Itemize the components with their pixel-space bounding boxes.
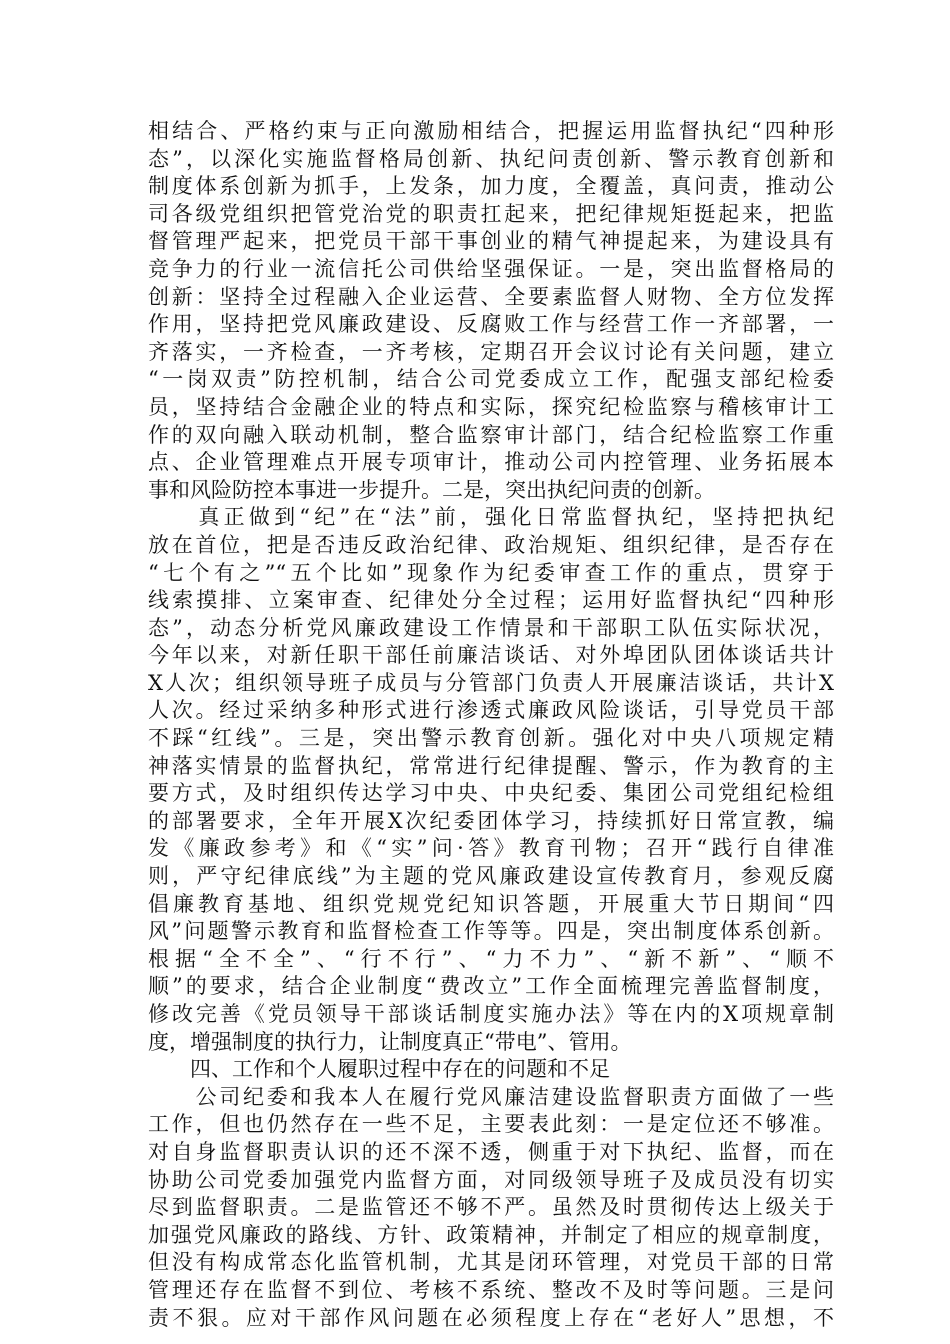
text-line: 相结合、严格约束与正向激励相结合，把握运用监督执纪“四种形 — [148, 119, 834, 143]
text-line: 真正做到“纪”在“法”前，强化日常监督执纪，坚持把执纪 — [148, 505, 834, 530]
text-line: 则，严守纪律底线”为主题的党风廉政建设宣传教育月，参观反腐 — [148, 864, 834, 889]
text-line: 对自身监督职责认识的还不深不透，侧重于对下执纪、监督，而在 — [148, 1139, 834, 1164]
text-line: “一岗双责”防控机制，结合公司党委成立工作，配强支部纪检委 — [148, 367, 834, 392]
text-line: 根据“全不全”、“行不行”、“力不力”、“新不新”、“顺不 — [148, 946, 834, 971]
text-line: 管理还存在监督不到位、考核不系统、整改不及时等问题。三是问 — [148, 1277, 834, 1302]
text-line: 督管理严起来，把党员干部干事创业的精气神提起来，为建设具有 — [148, 229, 834, 254]
text-line: 不踩“红线”。三是，突出警示教育创新。强化对中央八项规定精 — [148, 726, 834, 751]
body-text — [148, 118, 834, 1332]
text-line: 顺”的要求，结合企业制度“费改立”工作全面梳理完善监督制度， — [148, 974, 834, 999]
text-line: 创新：坚持全过程融入企业运营、全要素监督人财物、全方位发挥 — [148, 284, 834, 309]
text-line: 公司纪委和我本人在履行党风廉洁建设监督职责方面做了一些 — [148, 1084, 834, 1109]
text-line: 人次。经过采纳多种形式进行渗透式廉政风险谈话，引导党员干部 — [148, 698, 834, 723]
text-line: 制度体系创新为抓手，上发条，加力度，全覆盖，真问责，推动公 — [148, 174, 834, 199]
text-line: 神落实情景的监督执纪，常常进行纪律提醒、警示，作为教育的主 — [148, 753, 834, 778]
text-line: 作用，坚持把党风廉政建设、反腐败工作与经营工作一齐部署，一 — [148, 312, 834, 337]
text-line: 的部署要求，全年开展X次纪委团体学习，持续抓好日常宣教，编 — [148, 808, 834, 833]
text-line: 态”，动态分析党风廉政建设工作情景和干部职工队伍实际状况， — [148, 615, 834, 640]
text-line: 发《廉政参考》和《“实”问·答》教育刊物；召开“践行自律准 — [148, 836, 834, 861]
text-line: 司各级党组织把管党治党的职责扛起来，把纪律规矩挺起来，把监 — [148, 201, 834, 226]
text-line: 加强党风廉政的路线、方针、政策精神，并制定了相应的规章制度， — [148, 1222, 834, 1247]
text-line: 线索摸排、立案审查、纪律处分全过程；运用好监督执纪“四种形 — [148, 588, 834, 613]
text-line: 协助公司党委加强党内监督方面，对同级领导班子及成员没有切实 — [148, 1167, 834, 1192]
text-line: 齐落实，一齐检查，一齐考核，定期召开会议讨论有关问题，建立 — [148, 339, 834, 364]
text-line: 尽到监督职责。二是监管还不够不严。虽然及时贯彻传达上级关于 — [148, 1195, 834, 1220]
text-line: 度，增强制度的执行力，让制度真正“带电”、管用。 — [148, 1029, 632, 1054]
text-line: 责不狠。应对干部作风问题在必须程度上存在“老好人”思想，不 — [148, 1305, 834, 1330]
text-line: 竞争力的行业一流信托公司供给坚强保证。一是，突出监督格局的 — [148, 256, 834, 281]
text-line: 四、工作和个人履职过程中存在的问题和不足 — [148, 1057, 610, 1082]
text-line: 点、企业管理难点开展专项审计，推动公司内控管理、业务拓展本 — [148, 450, 834, 475]
text-line: 工作，但也仍然存在一些不足，主要表此刻：一是定位还不够准。 — [148, 1112, 834, 1137]
text-line: 作的双向融入联动机制，整合监察审计部门，结合纪检监察工作重 — [148, 422, 834, 447]
text-line: 倡廉教育基地、组织党规党纪知识答题，开展重大节日期间“四 — [148, 891, 834, 916]
text-line: X人次；组织领导班子成员与分管部门负责人开展廉洁谈话，共计X — [148, 670, 834, 695]
text-line: 事和风险防控本事进一步提升。二是，突出执纪问责的创新。 — [148, 477, 715, 502]
text-line: 但没有构成常态化监管机制，尤其是闭环管理，对党员干部的日常 — [148, 1250, 834, 1275]
text-line: 今年以来，对新任职干部任前廉洁谈话、对外埠团队团体谈话共计 — [148, 643, 834, 668]
text-line: 态”，以深化实施监督格局创新、执纪问责创新、警示教育创新和 — [148, 146, 834, 171]
text-line: 放在首位，把是否违反政治纪律、政治规矩、组织纪律，是否存在 — [148, 532, 834, 557]
text-line: 风”问题警示教育和监督检查工作等等。四是，突出制度体系创新。 — [148, 919, 834, 944]
text-line: 修改完善《党员领导干部谈话制度实施办法》等在内的X项规章制 — [148, 1002, 834, 1026]
text-line: 要方式，及时组织传达学习中央、中央纪委、集团公司党组纪检组 — [148, 781, 834, 806]
text-line: “七个有之”“五个比如”现象作为纪委审查工作的重点，贯穿于 — [148, 560, 834, 585]
text-line: 员，坚持结合金融企业的特点和实际，探究纪检监察与稽核审计工 — [148, 394, 834, 419]
